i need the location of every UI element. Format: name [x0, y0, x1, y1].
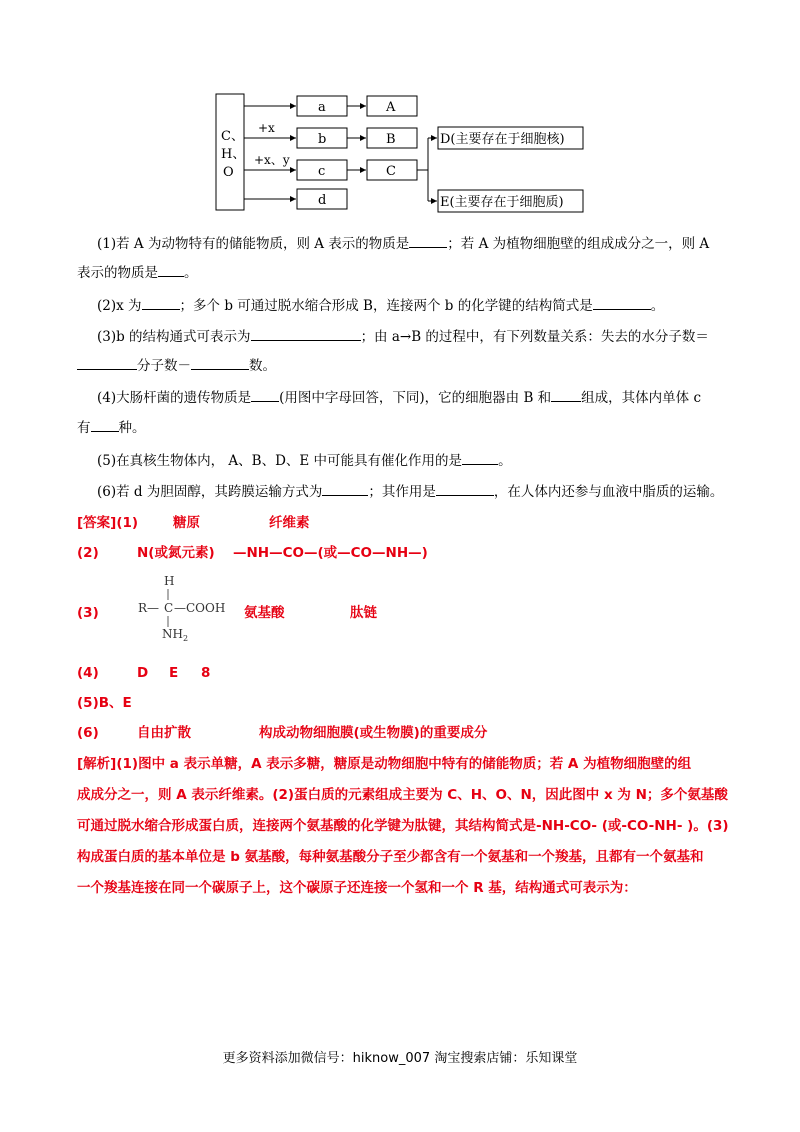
- question-4-line-2: 有 种。: [77, 420, 146, 436]
- polymer-B: B: [386, 132, 396, 147]
- formula-nh2: $NH_2$: [162, 627, 189, 642]
- monomer-d: d: [318, 193, 327, 208]
- polymer-A: A: [386, 100, 396, 115]
- answer-3-values: 氨基酸 肽链: [244, 605, 377, 621]
- plus-xy-label: +x、y: [254, 153, 290, 167]
- analysis-line-2: 成成分之一，则 A 表示纤维素。(2)蛋白质的元素组成主要为 C、H、O、N，因此图中 x 为 N；多个氨基酸: [77, 787, 728, 803]
- d-box-label: D(主要存在于细胞核): [440, 132, 565, 147]
- page-footer: 更多资料添加微信号：hiknow_007 淘宝搜索店铺：乐知课堂: [222, 1051, 578, 1066]
- answer-4: (4) D E 8: [77, 665, 211, 681]
- question-2: (2)x 为 ；多个 b 可通过脱水缩合形成 B，连接两个 b 的化学键的结构简式是 。: [97, 298, 665, 314]
- cho-label-c: C、: [221, 129, 244, 144]
- answer-6: (6) 自由扩散 构成动物细胞膜(或生物膜)的重要成分: [77, 725, 488, 741]
- question-3-line-1: (3)b 的结构通式可表示为 ；由 a→B 的过程中，有下列数量关系：失去的水分子数＝: [97, 329, 709, 345]
- cho-label-o: O: [223, 165, 234, 180]
- formula-r: R—: [138, 601, 160, 615]
- amino-acid-formula: [136, 572, 256, 642]
- question-3-line-2: 分子数－ 数。: [77, 356, 276, 375]
- plus-x-label: +x: [258, 121, 275, 135]
- polymer-C: C: [386, 164, 396, 179]
- biomolecule-diagram: [0, 0, 800, 230]
- analysis-line-5: 一个羧基连接在同一个碳原子上，这个碳原子还连接一个氢和一个 R 基，结构通式可表示为：: [77, 880, 637, 896]
- formula-cooh: —COOH: [174, 601, 226, 615]
- analysis-line-1: [解析](1)图中 a 表示单糖，A 表示多糖，糖原是动物细胞中特有的储能物质；若 A 为植物细胞壁的组: [77, 756, 692, 772]
- monomer-a: a: [318, 100, 326, 115]
- question-4-line-1: (4)大肠杆菌的遗传物质是 (用图中字母回答，下同)，它的细胞器由 B 和 组成，其体内单体 c: [97, 390, 702, 406]
- question-5: (5)在真核生物体内， A、B、D、E 中可能具有催化作用的是 。: [97, 453, 512, 469]
- question-1-line-2: 表示的物质是 。: [77, 265, 198, 281]
- formula-c: C: [164, 601, 174, 615]
- e-box-label: E(主要存在于细胞质): [440, 195, 564, 210]
- cho-label-h: H、: [221, 147, 246, 162]
- monomer-b: b: [318, 132, 327, 147]
- question-6: (6)若 d 为胆固醇，其跨膜运输方式为 ；其作用是 ，在人体内还参与血液中脂质的运输。: [97, 484, 724, 500]
- analysis-line-3: 可通过脱水缩合形成蛋白质，连接两个氨基酸的化学键为肽键，其结构简式是-NH-CO- (或-CO-NH- )。(3): [77, 818, 729, 834]
- answer-5: (5)B、E: [77, 695, 132, 711]
- question-1-line-1: (1)若 A 为动物特有的储能物质，则 A 表示的物质是 ；若 A 为植物细胞壁的组成成分之一，则 A: [97, 236, 710, 252]
- answer-1: [答案](1) 糖原 纤维素: [77, 515, 310, 531]
- answer-2: (2) N(或氮元素) —NH—CO—(或—CO—NH—): [77, 545, 428, 561]
- monomer-c: c: [318, 164, 326, 179]
- formula-h: H: [164, 574, 175, 588]
- analysis-line-4: 构成蛋白质的基本单位是 b 氨基酸，每种氨基酸分子至少都含有一个氨基和一个羧基，且都有一个氨基和: [77, 849, 704, 865]
- answer-3-label: (3): [77, 605, 99, 621]
